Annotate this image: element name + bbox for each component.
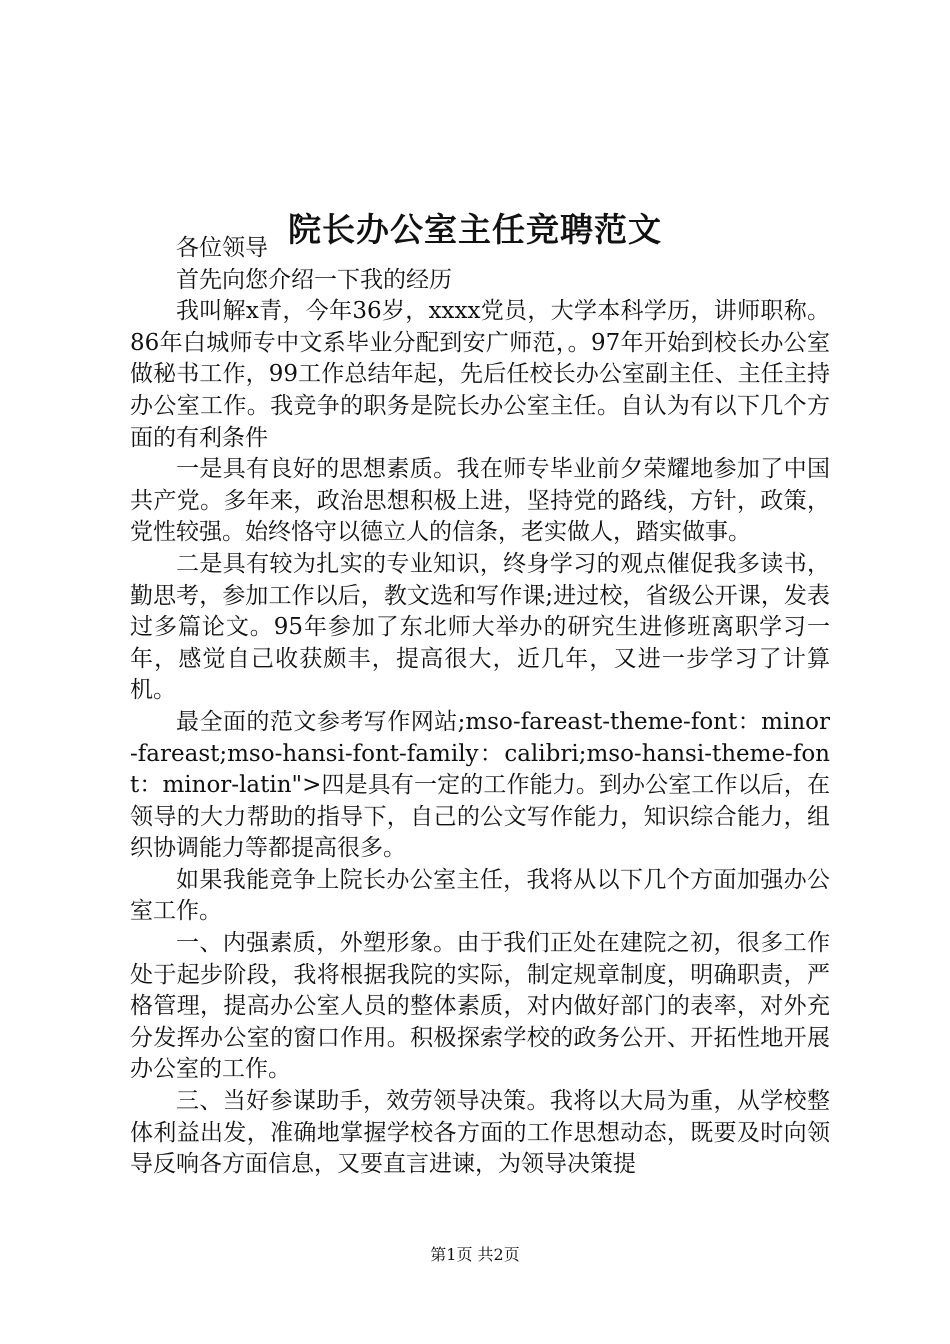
document-title: 院长办公室主任竞聘范文: [288, 210, 662, 250]
paragraph-salutation: 各位领导: [176, 235, 268, 261]
document-body: [130, 233, 830, 1181]
paragraph-point-four: 最全面的范文参考写作网站;mso-fareast-theme-font：minor-fareast;mso-hansi-font-family：calibri;mso-hansi-theme-font：minor-latin">四是具有一定的工作能力。到办公室工作以后，在领导的大力帮助的指导下，自己的公文写作能力，知识综合能力，组织协调能力等都提高很多。: [130, 708, 830, 862]
paragraph-point-two: 二是具有较为扎实的专业知识，终身学习的观点催促我多读书，勤思考，参加工作以后，教文选和写作课;进过校，省级公开课，发表过多篇论文。95年参加了东北师大举办的研究生进修班离职学习一年，感觉自己收获颇丰，提高很大，近几年，又进一步学习了计算机。: [130, 550, 830, 704]
paragraph-background: 我叫解x青，今年36岁，xxxx党员，大学本科学历，讲师职称。86年白城师专中文系毕业分配到安广师范，。97年开始到校长办公室做秘书工作，99工作总结年起，先后任校长办公室副主任、主任主持办公室工作。我竞争的职务是院长办公室主任。自认为有以下几个方面的有利条件: [130, 298, 830, 451]
paragraph-point-one: 一是具有良好的思想素质。我在师专毕业前夕荣耀地参加了中国共产党。多年来，政治思想积极上进，坚持党的路线，方针，政策，党性较强。始终恪守以德立人的信条，老实做人，踏实做事。: [130, 456, 830, 546]
paragraph-plan-three: 三、当好参谋助手，效劳领导决策。我将以大局为重，从学校整体利益出发，准确地掌握学校各方面的工作思想动态，既要及时向领导反响各方面信息，又要直言进谏，为领导决策提: [130, 1088, 830, 1178]
paragraph-plan-one: 一、内强素质，外塑形象。由于我们正处在建院之初，很多工作处于起步阶段，我将根据我院的实际，制定规章制度，明确职责，严格管理，提高办公室人员的整体素质，对内做好部门的表率，对外充分发挥办公室的窗口作用。积极探索学校的政务公开、开拓性地开展办公室的工作。: [130, 930, 830, 1083]
page-footer: 第1页 共2页: [430, 1245, 520, 1264]
paragraph-intro: 首先向您介绍一下我的经历: [176, 266, 452, 293]
paragraph-plan-intro: 如果我能竞争上院长办公室主任，我将从以下几个方面加强办公室工作。: [130, 866, 830, 925]
